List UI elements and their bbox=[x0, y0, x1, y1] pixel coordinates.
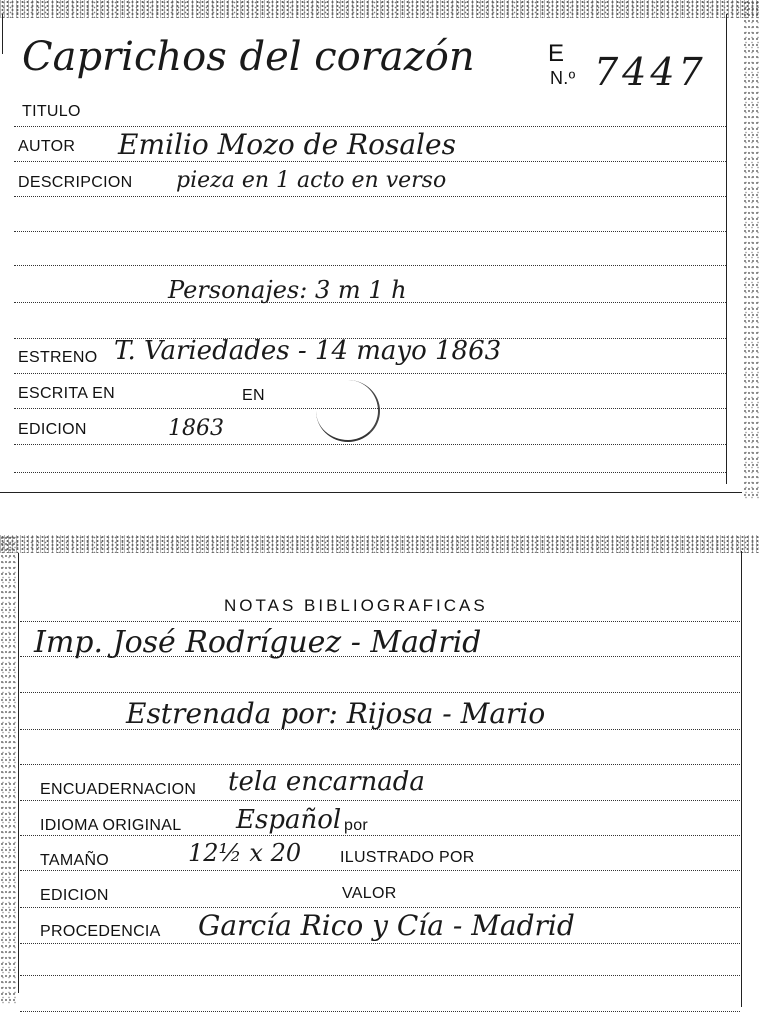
rule-line bbox=[14, 373, 726, 374]
idioma-value: Español bbox=[236, 805, 342, 835]
scan-speckle-top bbox=[0, 535, 759, 553]
rule-line bbox=[20, 621, 740, 622]
edicion-label: EDICION bbox=[18, 421, 87, 438]
stamp-mark bbox=[316, 380, 380, 442]
rule-line bbox=[20, 764, 740, 765]
encuadernacion-value: tela encarnada bbox=[228, 767, 425, 797]
rule-line bbox=[20, 1011, 740, 1012]
titulo-label: TITULO bbox=[22, 103, 81, 120]
procedencia-value: García Rico y Cía - Madrid bbox=[198, 909, 575, 942]
ilustrado-label: ILUSTRADO POR bbox=[340, 849, 475, 866]
encuadernacion-label: ENCUADERNACION bbox=[40, 781, 197, 798]
card-left-border bbox=[2, 14, 3, 54]
por-label: por bbox=[344, 817, 369, 834]
rule-line bbox=[14, 126, 726, 127]
rule-line bbox=[14, 472, 726, 473]
rule-line bbox=[14, 265, 726, 266]
estreno-value: T. Variedades - 14 mayo 1863 bbox=[114, 336, 502, 366]
rule-line bbox=[14, 161, 726, 162]
edicion-value: 1863 bbox=[168, 416, 224, 441]
rule-line bbox=[14, 444, 726, 445]
rule-line bbox=[20, 943, 740, 944]
idioma-label: IDIOMA ORIGINAL bbox=[40, 817, 182, 834]
rule-line bbox=[14, 196, 726, 197]
rule-line bbox=[14, 231, 726, 232]
rule-line bbox=[20, 692, 740, 693]
catalog-card-back bbox=[0, 535, 759, 1028]
rule-line bbox=[20, 835, 740, 836]
scan-edge-left bbox=[0, 535, 16, 1005]
card-right-border bbox=[726, 14, 727, 484]
tamano-label: TAMAÑO bbox=[40, 852, 110, 869]
en-label: EN bbox=[242, 387, 265, 404]
scan-edge-right bbox=[743, 0, 759, 500]
title-handwritten: Caprichos del corazón bbox=[22, 34, 475, 80]
tamano-value: 12½ x 20 bbox=[188, 839, 302, 867]
rule-line bbox=[20, 870, 740, 871]
note-imprenta: Imp. José Rodríguez - Madrid bbox=[34, 625, 482, 660]
valor-label: VALOR bbox=[342, 885, 397, 902]
scan-speckle-top bbox=[0, 0, 759, 18]
edicion2-label: EDICION bbox=[40, 887, 109, 904]
autor-value: Emilio Mozo de Rosales bbox=[118, 128, 456, 161]
descripcion-label: DESCRIPCION bbox=[18, 174, 133, 191]
escrita-en-label: ESCRITA EN bbox=[18, 385, 115, 402]
descripcion-value: pieza en 1 acto en verso bbox=[176, 168, 447, 193]
autor-label: AUTOR bbox=[18, 138, 76, 155]
card-bottom-edge bbox=[0, 492, 742, 493]
estreno-label: ESTRENO bbox=[18, 349, 98, 366]
rule-line bbox=[20, 907, 740, 908]
catalog-number: 7447 bbox=[594, 50, 707, 94]
procedencia-label: PROCEDENCIA bbox=[40, 923, 161, 940]
note-estrenada: Estrenada por: Rijosa - Mario bbox=[126, 697, 546, 730]
catalog-card-front bbox=[0, 0, 759, 500]
card-left-border bbox=[18, 553, 19, 993]
personajes-value: Personajes: 3 m 1 h bbox=[168, 276, 407, 304]
rule-line bbox=[20, 975, 740, 976]
number-label: N.º bbox=[550, 68, 576, 88]
card-right-border bbox=[741, 551, 742, 1007]
rule-line bbox=[20, 800, 740, 801]
notas-heading: NOTAS BIBLIOGRAFICAS bbox=[224, 596, 488, 615]
number-prefix: E bbox=[548, 40, 565, 67]
